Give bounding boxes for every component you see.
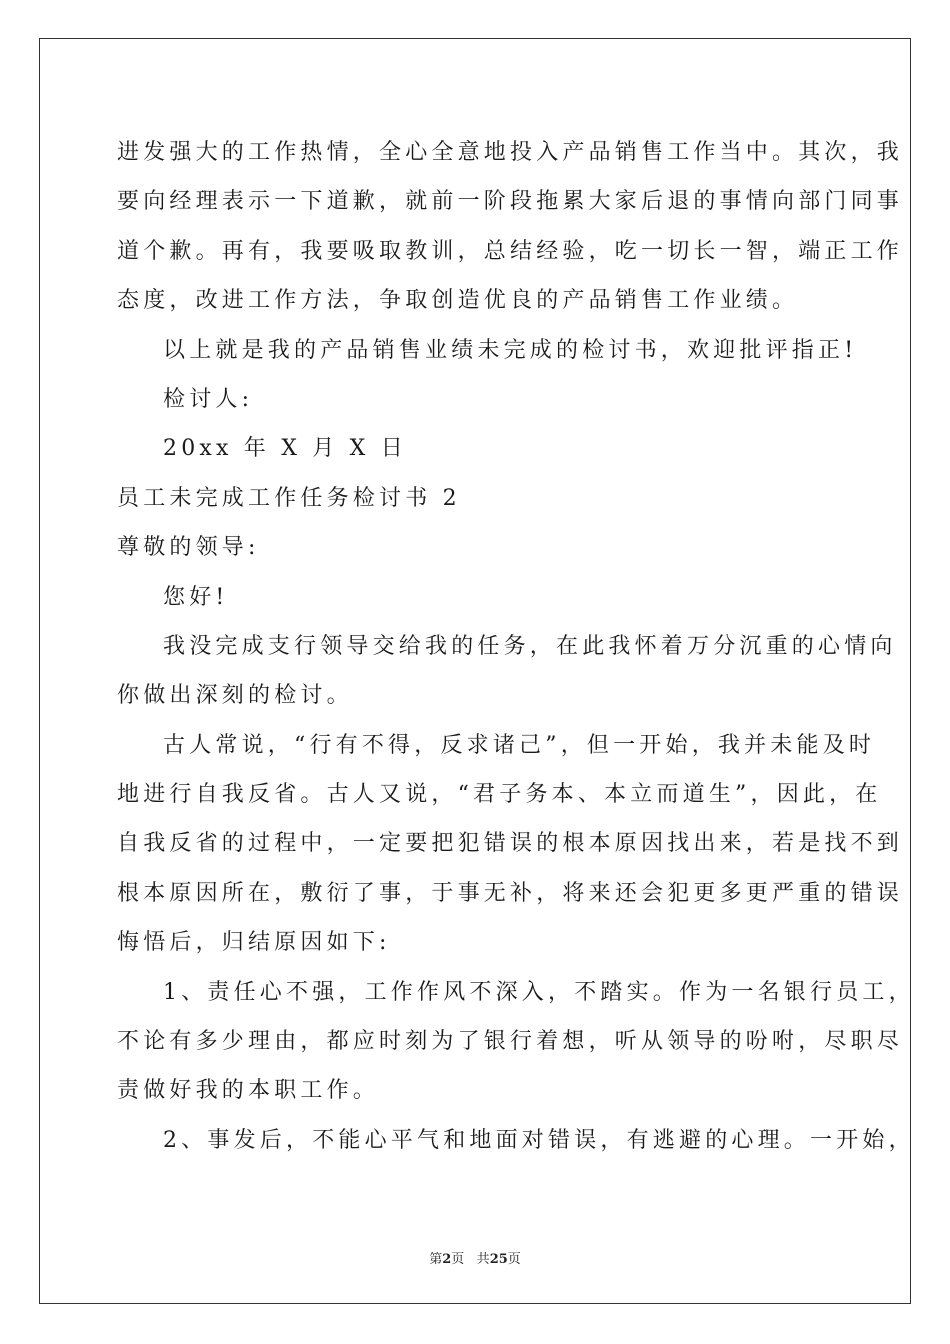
text-line: 态度，改进工作方法，争取创造优良的产品销售工作业绩。	[117, 288, 799, 314]
text-line: 进发强大的工作热情，全心全意地投入产品销售工作当中。其次，我	[117, 140, 904, 165]
salutation: 尊敬的领导:	[117, 535, 260, 561]
document-body	[117, 128, 915, 1165]
greeting: 您好!	[163, 584, 229, 610]
text-line: 道个歉。再有，我要吸取教训，总结经验，吃一切长一智，端正工作	[117, 238, 904, 264]
page-number: 2	[442, 1252, 452, 1267]
list-item-line: 2、事发后，不能心平气和地面对错误，有逃避的心理。一开始，	[163, 1127, 915, 1153]
text-line: 地进行自我反省。古人又说，“君子务本、本立而道生”，因此，在	[117, 782, 882, 808]
total-suffix: 页	[507, 1252, 521, 1267]
text-line: 不论有多少理由，都应时刻为了银行着想，听从领导的吩咐，尽职尽	[117, 1029, 904, 1055]
page-footer	[0, 1248, 950, 1267]
text-line: 自我反省的过程中，一定要把犯错误的根本原因找出来，若是找不到	[117, 831, 904, 857]
text-line: 悔悟后，归结原因如下:	[117, 930, 391, 956]
text-line: 责做好我的本职工作。	[117, 1078, 380, 1104]
date-line: 20xx 年 X 月 X 日	[163, 436, 407, 462]
text-line: 你做出深刻的检讨。	[117, 683, 353, 709]
text-line: 根本原因所在，敷衍了事，于事无补，将来还会犯更多更严重的错误	[117, 880, 904, 906]
paragraph-line: 我没完成支行领导交给我的任务，在此我怀着万分沉重的心情向	[163, 633, 897, 659]
paragraph-line: 以上就是我的产品销售业绩未完成的检讨书，欢迎批评指正!	[163, 337, 858, 363]
paragraph-line: 古人常说，“行有不得，反求诸己”，但一开始，我并未能及时	[163, 732, 876, 758]
text-line: 要向经理表示一下道歉，就前一阶段拖累大家后退的事情向部门同事	[117, 189, 904, 215]
section-title: 员工未完成工作任务检讨书 2	[117, 485, 461, 511]
total-prefix: 共	[476, 1252, 490, 1267]
page-prefix: 第	[429, 1252, 443, 1267]
signer-label: 检讨人:	[163, 386, 254, 412]
total-pages: 25	[489, 1252, 508, 1267]
page-suffix: 页	[451, 1252, 465, 1267]
list-item-line: 1、责任心不强，工作作风不深入，不踏实。作为一名银行员工，	[163, 979, 915, 1005]
